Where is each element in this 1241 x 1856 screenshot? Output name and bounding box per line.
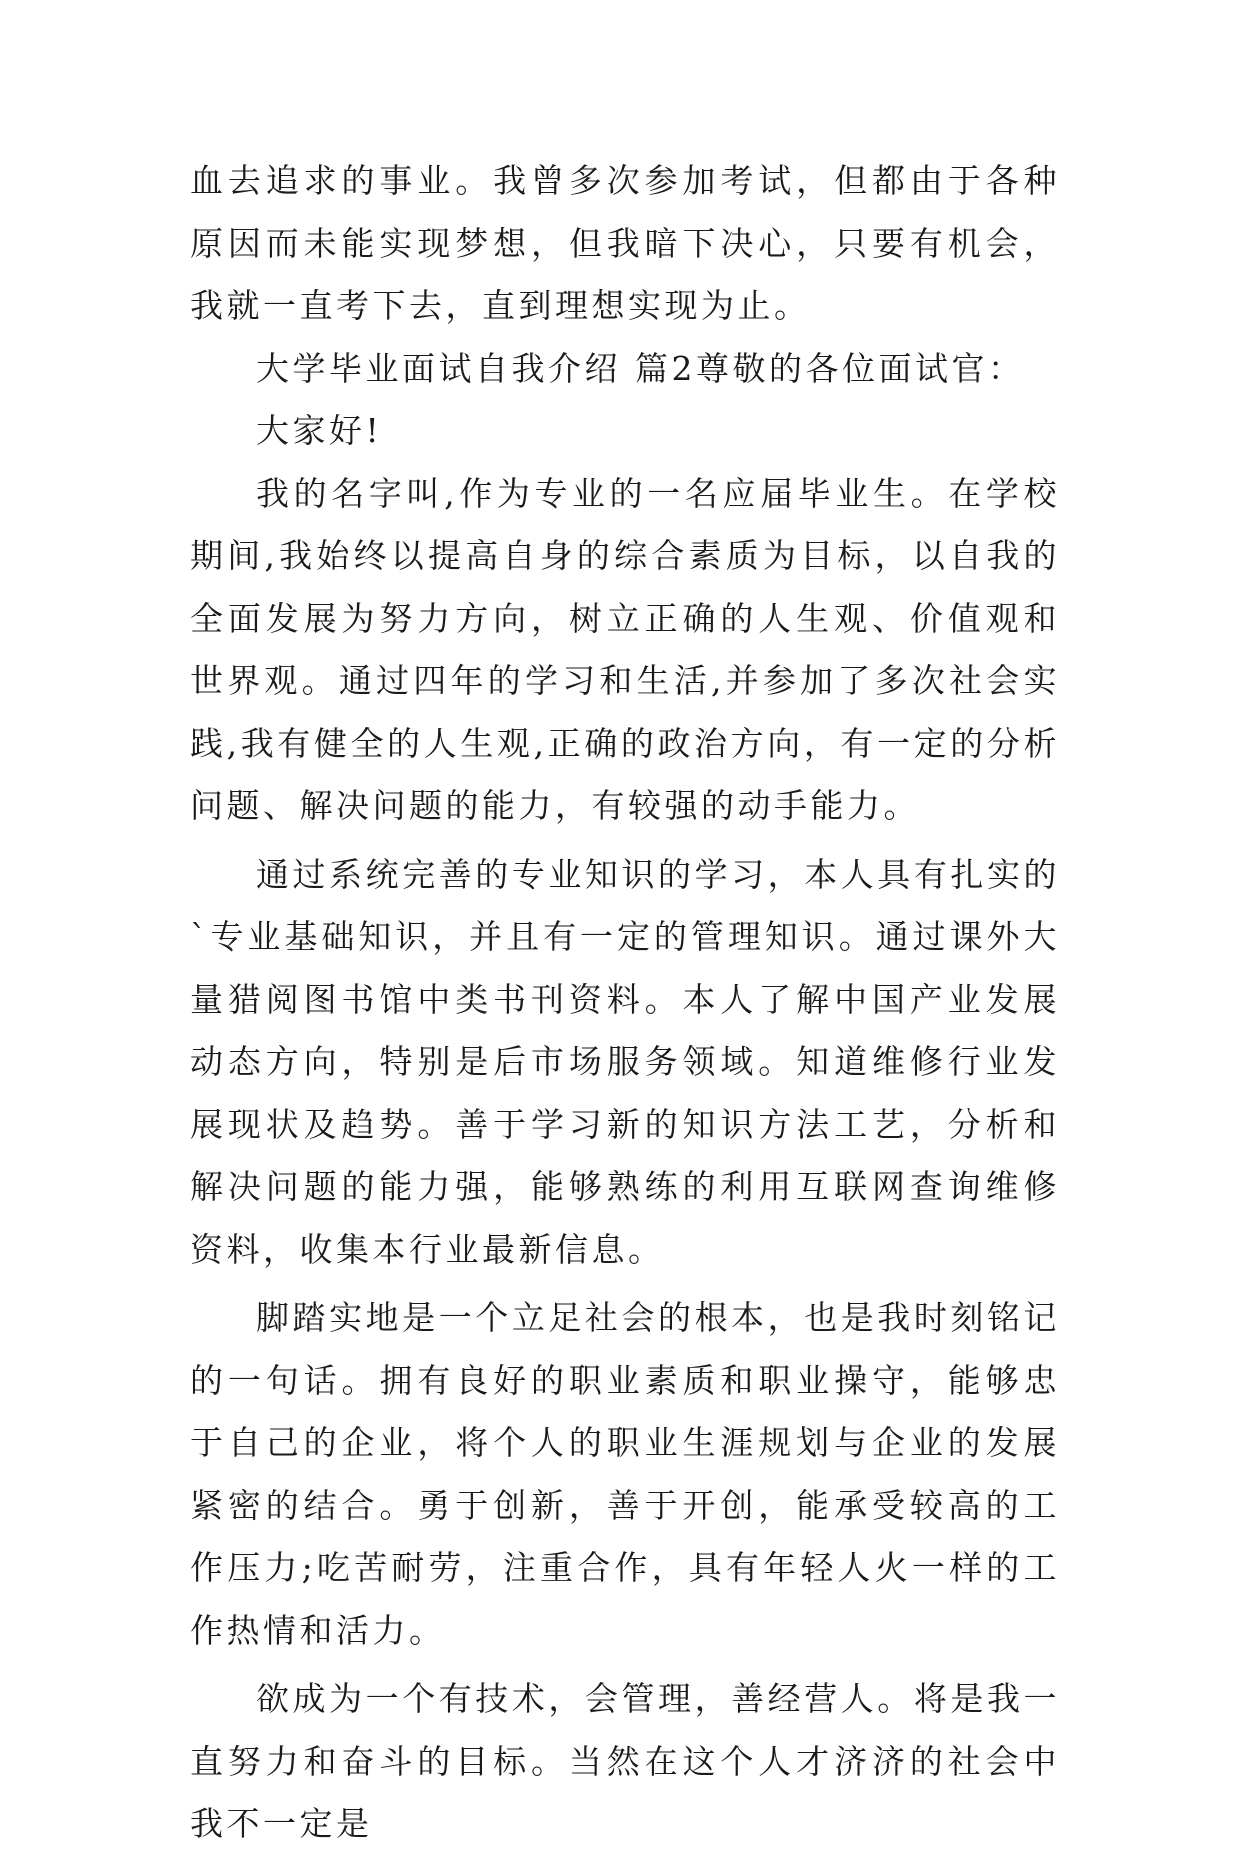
paragraph-greeting: 大家好!	[256, 411, 383, 450]
paragraph-section-heading: 大学毕业面试自我介绍 篇2尊敬的各位面试官：	[256, 348, 1025, 388]
paragraph-introduction: 我的名字叫,作为专业的一名应届毕业生。在学校期间,我始终以提高自身的综合素质为目标，以自我的全面发展为努力方向，树立正确的人生观、价值观和世界观。通过四年的学习和生活,并参加了多次社会实践,我有健全的人生观,正确的政治方向，有一定的分析问题、解决问题的能力，有较强的动手能力。	[190, 473, 1060, 825]
paragraph-professional-knowledge: 通过系统完善的专业知识的学习，本人具有扎实的`专业基础知识，并且有一定的管理知识。通过课外大量猎阅图书馆中类书刊资料。本人了解中国产业发展动态方向，特别是后市场服务领域。知道维修行业发展现状及趋势。善于学习新的知识方法工艺，分析和解决问题的能力强，能够熟练的利用互联网查询维修资料，收集本行业最新信息。	[190, 854, 1060, 1269]
paragraph-work-attitude: 脚踏实地是一个立足社会的根本，也是我时刻铭记的一句话。拥有良好的职业素质和职业操守，能够忠于自己的企业，将个人的职业生涯规划与企业的发展紧密的结合。勇于创新，善于开创，能承受较高的工作压力;吃苦耐劳，注重合作，具有年轻人火一样的工作热情和活力。	[190, 1298, 1060, 1650]
document-body	[190, 150, 1060, 1856]
paragraph-career-goal: 欲成为一个有技术，会管理，善经营人。将是我一直努力和奋斗的目标。当然在这个人才济济的社会中我不一定是	[190, 1679, 1060, 1843]
paragraph-continuation: 血去追求的事业。我曾多次参加考试，但都由于各种原因而未能实现梦想，但我暗下决心，只要有机会，我就一直考下去，直到理想实现为止。	[190, 161, 1060, 325]
